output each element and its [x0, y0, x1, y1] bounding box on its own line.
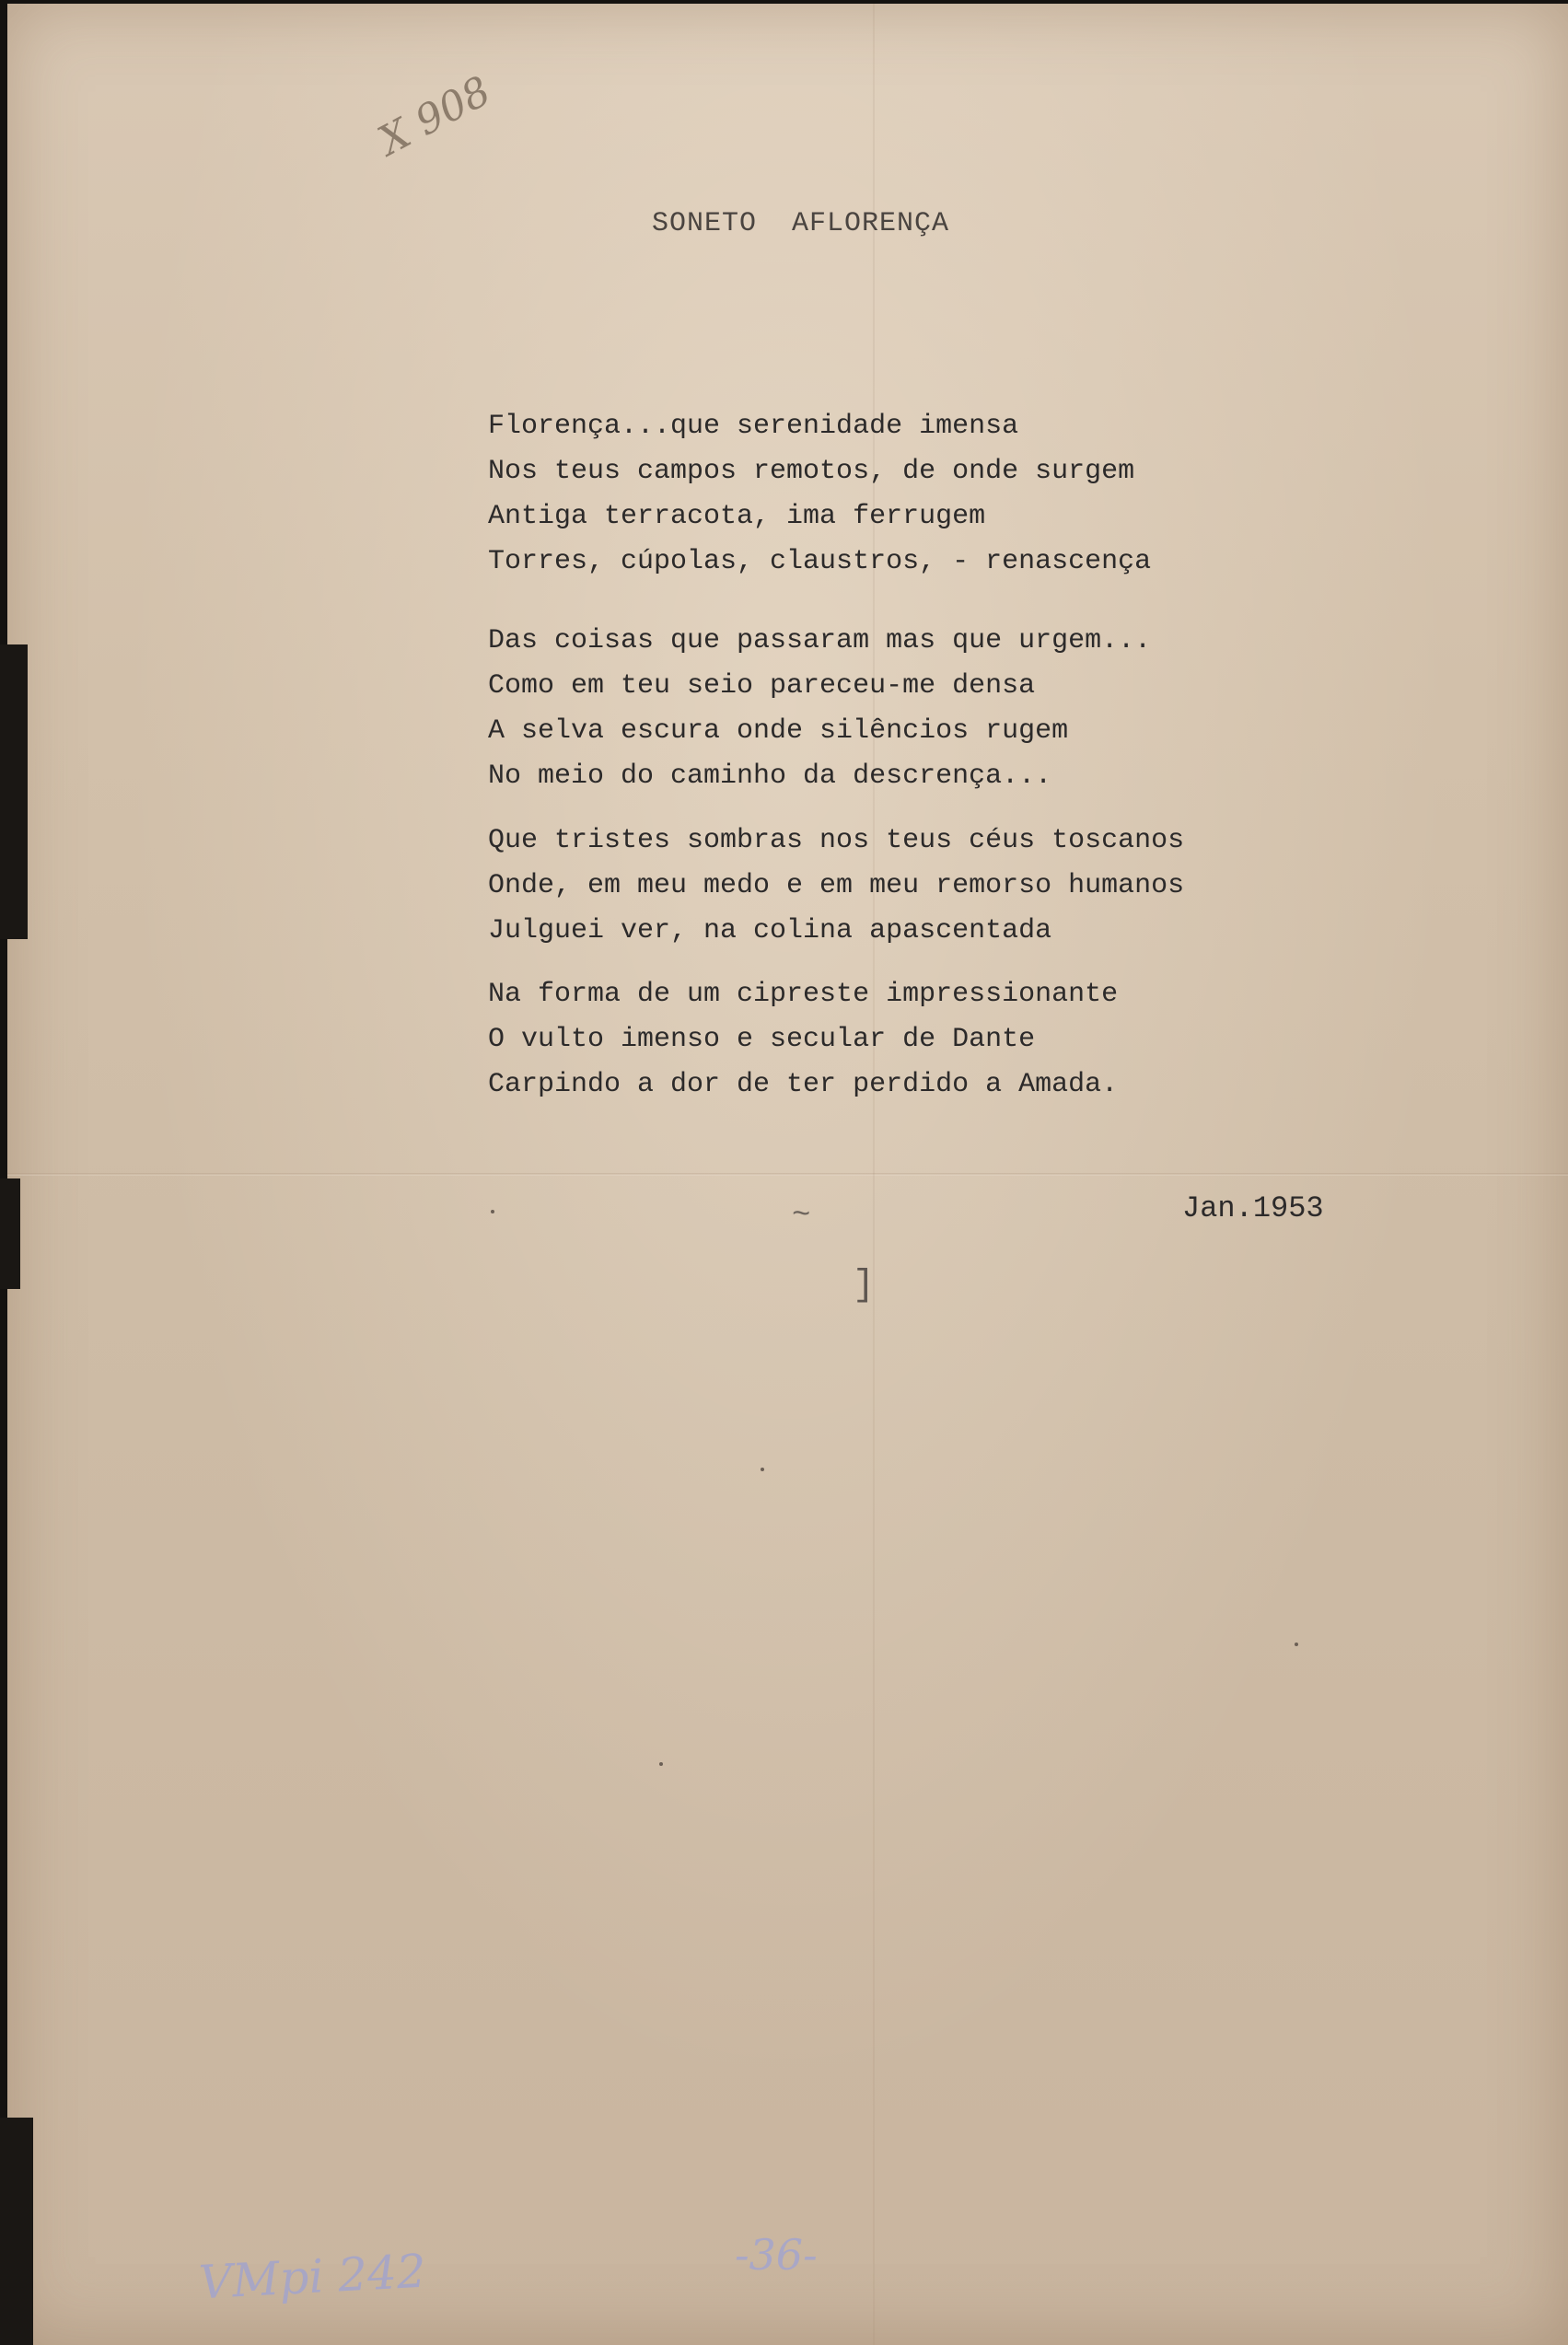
ink-speck	[1295, 1643, 1298, 1646]
handwritten-reference: Ⅹ 908	[371, 67, 499, 166]
poem-date: Jan.1953	[1182, 1191, 1324, 1225]
poem-line: Torres, cúpolas, claustros, - renascença	[488, 546, 1152, 577]
poem-line: Como em teu seio pareceu-me densa	[488, 670, 1036, 702]
vertical-fold-line	[873, 4, 875, 2345]
poem-line: O vulto imenso e secular de Dante	[488, 1024, 1036, 1055]
archive-code: VMpi 242	[197, 2244, 427, 2310]
poem-line: Que tristes sombras nos teus céus toscanos	[488, 825, 1185, 856]
torn-edge	[0, 2118, 33, 2345]
torn-edge	[0, 1178, 20, 1289]
stanza-4	[488, 972, 1118, 1108]
horizontal-fold-line	[7, 1173, 1568, 1176]
poem-line: A selva escura onde silêncios rugem	[488, 715, 1069, 747]
poem-line: Carpindo a dor de ter perdido a Amada.	[488, 1069, 1119, 1100]
poem-line: Onde, em meu medo e em meu remorso humanos	[488, 870, 1185, 901]
poem-line: Julguei ver, na colina apascentada	[488, 915, 1052, 946]
tilde-mark: ~	[792, 1199, 811, 1234]
poem-line: Nos teus campos remotos, de onde surgem	[488, 456, 1135, 487]
poem-line: Florença...que serenidade imensa	[488, 411, 1019, 442]
ink-speck	[491, 1210, 494, 1213]
document-page	[7, 4, 1568, 2345]
stanza-2	[488, 619, 1151, 799]
page-number: -36-	[735, 2230, 818, 2280]
stanza-1	[488, 404, 1151, 585]
ink-speck	[659, 1762, 663, 1766]
poem-line: No meio do caminho da descrença...	[488, 760, 1052, 792]
poem-title: SONETO AFLORENÇA	[652, 208, 950, 239]
poem-line: Das coisas que passaram mas que urgem...	[488, 625, 1152, 656]
torn-edge	[0, 644, 28, 939]
stanza-3	[488, 818, 1184, 954]
bracket-mark: ]	[853, 1265, 876, 1306]
ink-speck	[761, 1468, 764, 1471]
poem-line: Na forma de um cipreste impressionante	[488, 979, 1119, 1010]
poem-line: Antiga terracota, ima ferrugem	[488, 501, 986, 532]
